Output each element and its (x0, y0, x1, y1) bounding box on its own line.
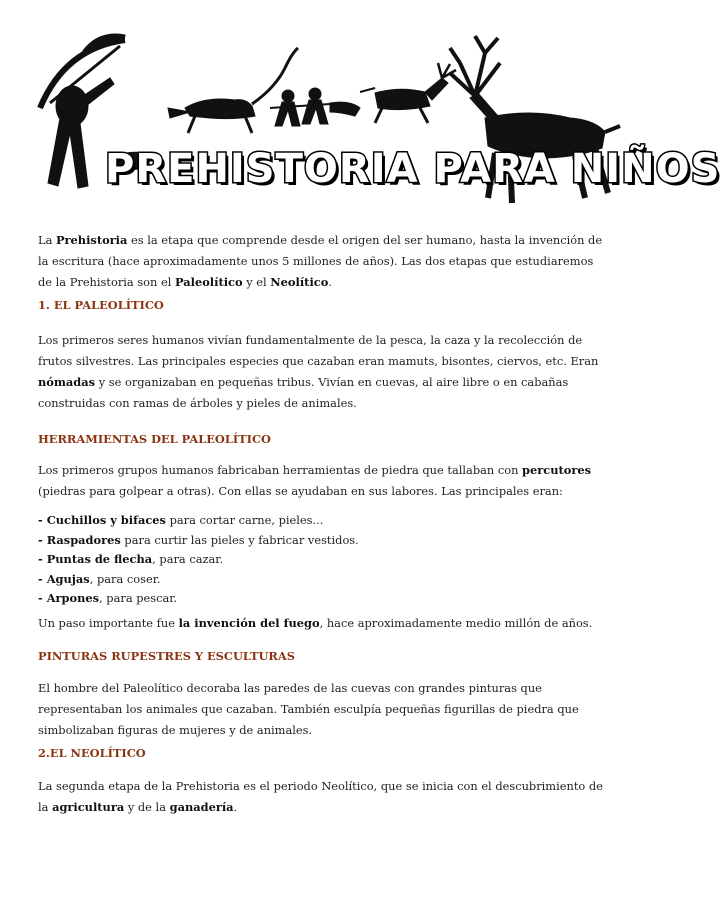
neolitico-paragraph (38, 776, 604, 818)
header-banner (30, 8, 720, 208)
paragraph-text: . (233, 800, 238, 814)
intro-text: . (328, 275, 332, 289)
list-item-term: - Raspadores (38, 532, 121, 547)
herramientas-paragraph (38, 460, 604, 502)
paragraph-text: , hace aproximadamente medio millón de años. (319, 616, 593, 630)
tools-list (38, 511, 604, 609)
list-item-text: para cortar carne, pieles... (165, 513, 324, 527)
list-item-text: , para pescar. (99, 591, 178, 605)
banner-title: PREHISTORIA PARA NIÑOS (105, 146, 720, 192)
section-heading-pinturas: PINTURAS RUPESTRES Y ESCULTURAS (38, 649, 295, 663)
section-heading-neolitico: 2.EL NEOLÍTICO (38, 746, 146, 760)
paragraph-text: y de la (124, 800, 170, 814)
section-heading-herramientas: HERRAMIENTAS DEL PALEOLÍTICO (38, 432, 271, 446)
list-item (38, 589, 604, 609)
fire-paragraph (38, 613, 604, 634)
intro-text: es la etapa que comprende desde el origen del ser humano, hasta la invención de la escritura (hace aproximadamente unos 5 millones de años). Las dos etapas que estudiaremos de la Prehistoria son el (38, 233, 603, 289)
intro-paragraph (38, 230, 604, 293)
paleolitico-paragraph (38, 330, 604, 414)
paragraph-text: (piedras para golpear a otras). Con ellas se ayudaban en sus labores. Las principales eran: (38, 484, 563, 498)
list-item-text: , para coser. (89, 571, 161, 586)
list-item-text: , para cazar. (152, 552, 224, 566)
list-item-term: - Arpones (38, 591, 100, 605)
intro-bold-term: Paleolítico (174, 275, 243, 289)
intro-bold-term: Prehistoria (55, 233, 128, 247)
bold-term: agricultura (52, 800, 125, 814)
paragraph-text: El hombre del Paleolítico decoraba las paredes de las cuevas con grandes pinturas que representaban los animales que cazaban. También esculpía pequeñas figurillas de piedra que simbolizaban figuras de mujeres y de animales. (38, 681, 579, 737)
bold-term: nómadas (38, 375, 96, 389)
list-item (38, 531, 604, 551)
bold-term: ganadería (169, 800, 234, 814)
bold-term: percutores (522, 463, 591, 477)
bold-term: la invención del fuego (178, 616, 320, 630)
section-heading-paleolitico: 1. EL PALEOLÍTICO (38, 298, 164, 312)
list-item-text: para curtir las pieles y fabricar vestidos. (120, 532, 359, 547)
paragraph-text: y se organizaban en pequeñas tribus. Vivían en cuevas, al aire libre o en cabañas construidas con ramas de árboles y pieles de animales. (38, 375, 569, 410)
list-item-term: - Agujas (38, 571, 90, 586)
list-item (38, 570, 604, 590)
list-item (38, 511, 604, 531)
pinturas-paragraph (38, 678, 604, 741)
intro-text: La (38, 233, 56, 247)
intro-text: y el (242, 275, 271, 289)
paragraph-text: Los primeros grupos humanos fabricaban herramientas de piedra que tallaban con (38, 463, 523, 477)
hunters-figure-icon (270, 88, 360, 126)
deer-figure-icon (360, 63, 456, 123)
intro-bold-term: Neolítico (270, 275, 329, 289)
list-item (38, 550, 604, 570)
paragraph-text: Un paso importante fue (38, 616, 179, 630)
paragraph-text: La segunda etapa de la Prehistoria es el periodo Neolítico, que se inicia con el descubrimiento de la (38, 779, 603, 814)
list-item-term: - Puntas de flecha (38, 552, 153, 566)
list-item-term: - Cuchillos y bifaces (38, 513, 166, 527)
paragraph-text: Los primeros seres humanos vivían fundamentalmente de la pesca, la caza y la recolección de frutos silvestres. Las principales especies que cazaban eran mamuts, bisontes, ciervos, etc. Eran (38, 333, 599, 368)
